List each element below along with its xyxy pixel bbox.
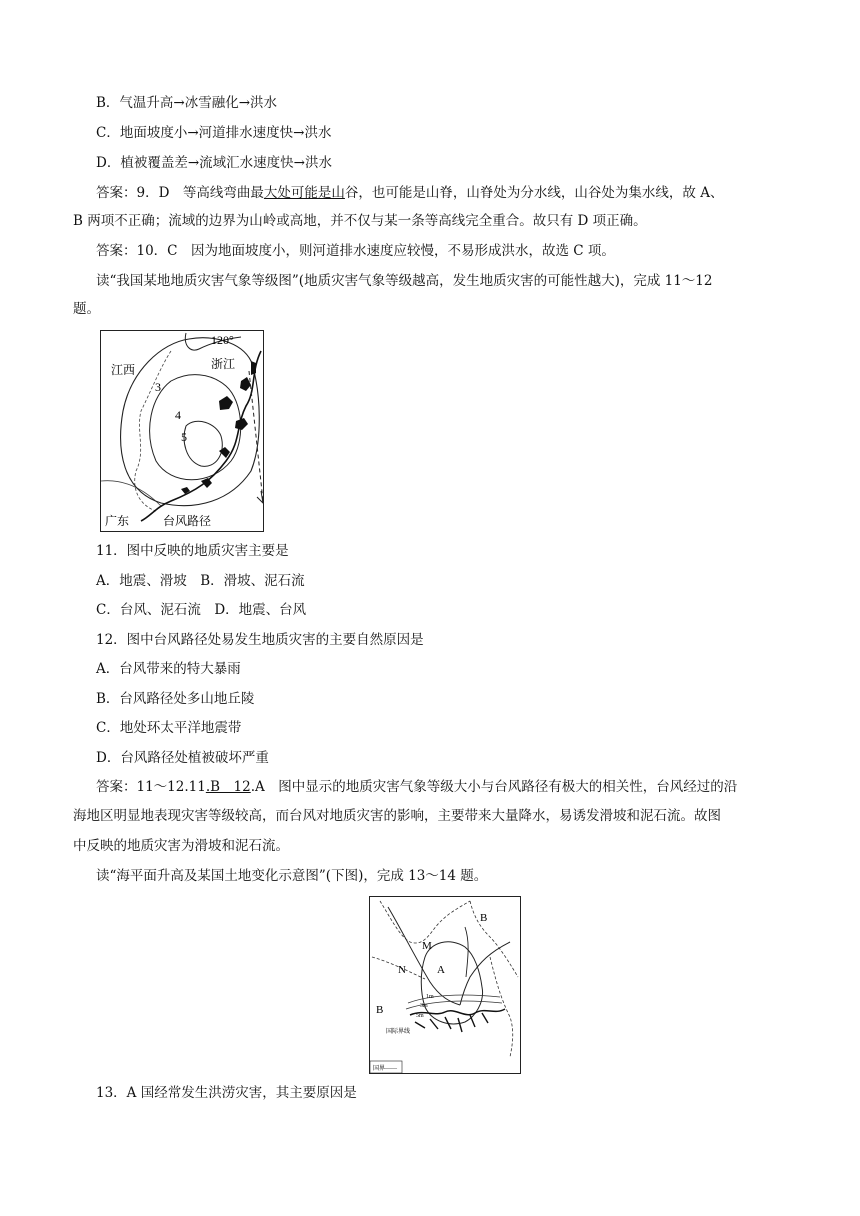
map2-border-note: 国际界线 xyxy=(386,1029,411,1035)
question-12-option-b: B．台风路径处多山地丘陵 xyxy=(96,691,255,707)
option-c: C．地面坡度小→河道排水速度快→洪水 xyxy=(96,125,332,141)
disaster-level-map xyxy=(100,330,264,532)
option-d: D．植被覆盖差→流域汇水速度快→洪水 xyxy=(96,155,332,171)
answer-9-text-a: 答案：9．D 等高线弯曲最 xyxy=(96,185,264,201)
map2-label-m: M xyxy=(422,940,432,952)
map1-jiangxi-label: 江西 xyxy=(111,363,136,377)
question-11-options-ab: A．地震、滑坡 B．滑坡、泥石流 xyxy=(96,573,305,589)
answer-10: 答案：10．C 因为地面坡度小，则河道排水速度应较慢，不易形成洪水，故选 C 项。 xyxy=(96,243,615,259)
answer-11-12 xyxy=(96,777,737,797)
answer-9 xyxy=(96,183,723,203)
map1-level-4: 4 xyxy=(175,408,181,422)
map1-zhejiang-label: 浙江 xyxy=(211,357,236,371)
reading-prompt-2: 读“海平面升高及某国土地变化示意图”(下图)，完成 13～14 题。 xyxy=(96,868,488,884)
answer-9-cont: B 两项不正确；流域的边界为山岭或高地，并不仅与某一条等高线完全重合。故只有 D 项正确。 xyxy=(73,213,647,229)
question-12-option-d: D．台风路径处植被破坏严重 xyxy=(96,750,269,766)
question-11-options-cd: C．台风、泥石流 D．地震、台风 xyxy=(96,602,307,618)
answer-11-text-b: .A 图中显示的地质灾害气象等级大小与台风路径有极大的相关性，台风经过的沿 xyxy=(250,779,738,795)
question-13: 13．A 国经常发生洪涝灾害，其主要原因是 xyxy=(96,1085,357,1101)
map1-typhoon-label: 台风路径 xyxy=(163,514,212,528)
map2-label-b-top: B xyxy=(480,912,488,924)
sea-level-map xyxy=(369,896,521,1074)
map2-label-b-left: B xyxy=(376,1004,384,1016)
map2-contour-1: 1m xyxy=(426,994,434,1000)
question-12: 12．图中台风路径处易发生地质灾害的主要自然原因是 xyxy=(96,632,424,648)
answer-11-cont-2: 中反映的地质灾害为滑坡和泥石流。 xyxy=(73,838,289,854)
question-12-option-c: C．地处环太平洋地震带 xyxy=(96,720,242,736)
answer-11-cont-1: 海地区明显地表现灾害等级较高，而台风对地质灾害的影响，主要带来大量降水，易诱发滑坡和泥石流。故图 xyxy=(73,808,721,824)
question-11: 11．图中反映的地质灾害主要是 xyxy=(96,543,289,559)
map2-label-n: N xyxy=(398,964,406,976)
map2-contour-3: 3m xyxy=(420,1003,428,1009)
map1-lon-label: 120° xyxy=(211,333,234,347)
reading-prompt-1: 读“我国某地地质灾害气象等级图”(地质灾害气象等级越高，发生地质灾害的可能性越大)，完成 11～12 xyxy=(96,273,713,289)
map2-contour-5: 5m xyxy=(416,1013,424,1019)
map1-guangdong-label: 广东 xyxy=(105,514,130,528)
answer-11-text-a: 答案：11～12.11 xyxy=(96,779,206,795)
map2-label-a: A xyxy=(437,964,445,976)
answer-11-underlined: .B 12 xyxy=(205,779,251,795)
answer-9-underlined: 大处可能是山 xyxy=(263,185,345,201)
map1-level-5: 5 xyxy=(181,430,187,444)
answer-9-text-b: 谷，也可能是山脊，山脊处为分水线，山谷处为集水线，故 A、 xyxy=(344,185,724,201)
reading-prompt-1-cont: 题。 xyxy=(73,301,100,317)
map2-legend: 国界—— xyxy=(373,1066,398,1072)
question-12-option-a: A．台风带来的特大暴雨 xyxy=(96,661,241,677)
option-b: B．气温升高→冰雪融化→洪水 xyxy=(96,95,278,111)
map1-level-3: 3 xyxy=(155,380,161,394)
